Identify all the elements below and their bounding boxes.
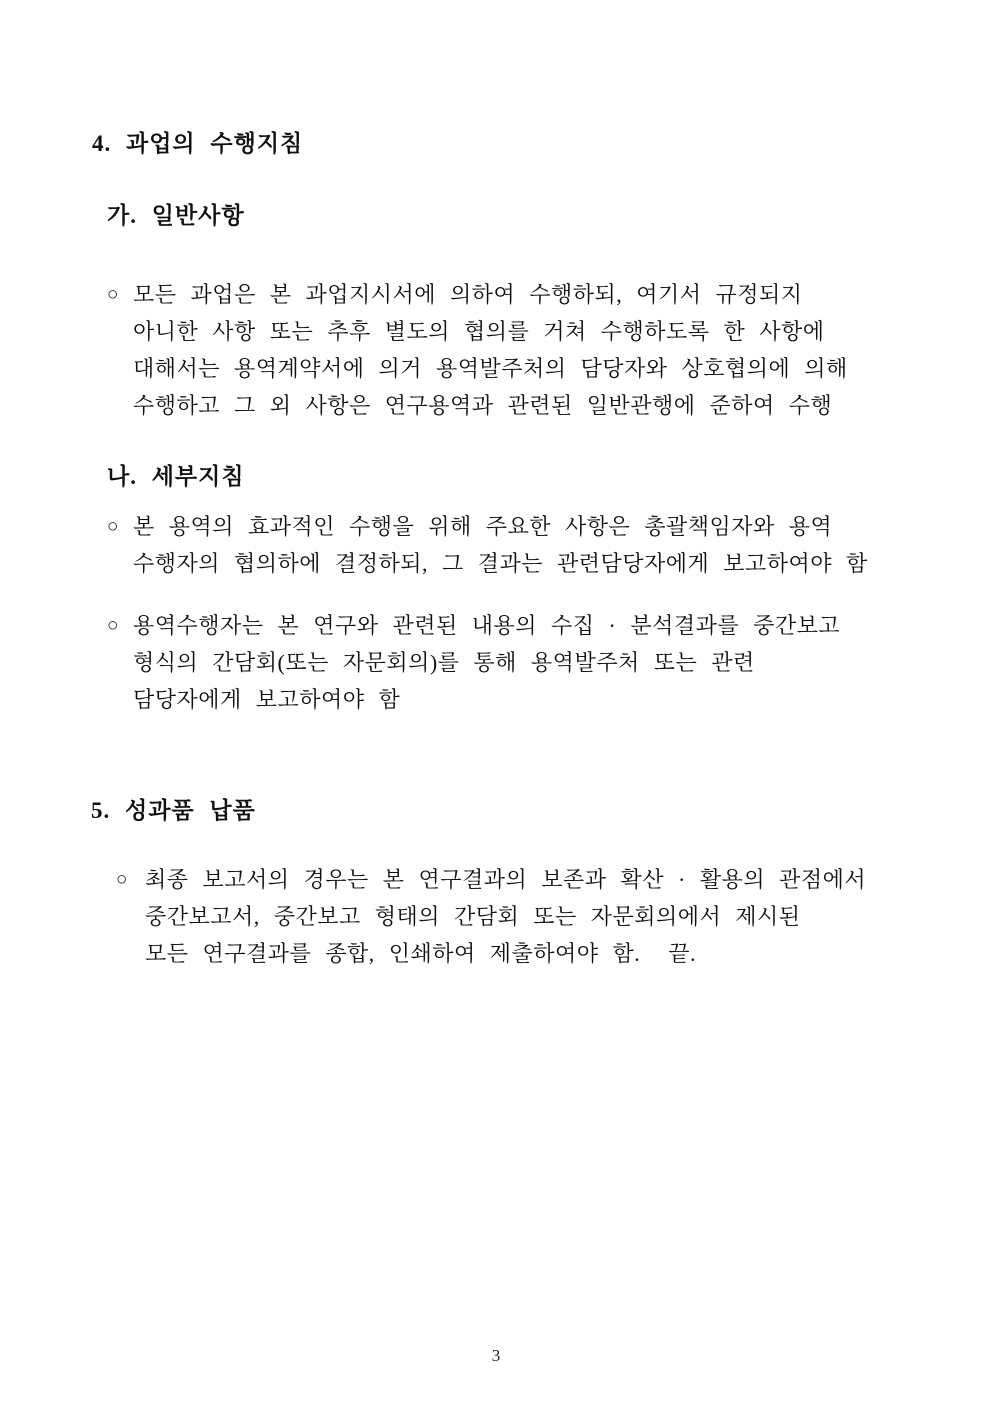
page-number: 3 xyxy=(491,1346,501,1365)
section-4-heading: 4. 과업의 수행지침 xyxy=(92,131,304,156)
bullet-line: 모든 연구결과를 종합, 인쇄하여 제출하여야 함. 끝. xyxy=(145,941,697,966)
bullet-line: 중간보고서, 중간보고 형태의 간담회 또는 자문회의에서 제시된 xyxy=(145,904,801,929)
bullet-marker: ○ xyxy=(107,615,119,636)
bullet-text xyxy=(133,508,868,582)
bullet-line: 담당자에게 보고하여야 함 xyxy=(133,687,401,712)
bullet-item-delivery-1 xyxy=(116,861,866,972)
bullet-text xyxy=(133,276,848,424)
subsection-ga-heading: 가. 일반사항 xyxy=(107,203,245,228)
bullet-line: 형식의 간담회(또는 자문회의)를 통해 용역발주처 또는 관련 xyxy=(133,650,755,675)
bullet-item-detail-2 xyxy=(107,607,840,718)
bullet-text xyxy=(145,861,866,972)
bullet-item-detail-1 xyxy=(107,508,868,582)
bullet-line: 수행하고 그 외 사항은 연구용역과 관련된 일반관행에 준하여 수행 xyxy=(133,393,833,418)
bullet-line: 대해서는 용역계약서에 의거 용역발주처의 담당자와 상호협의에 의해 xyxy=(133,356,848,381)
bullet-line: 용역수행자는 본 연구와 관련된 내용의 수집 · 분석결과를 중간보고 xyxy=(133,613,841,638)
subsection-na-heading: 나. 세부지침 xyxy=(107,464,245,489)
bullet-line: 본 용역의 효과적인 수행을 위해 주요한 사항은 총괄책임자와 용역 xyxy=(133,514,833,539)
bullet-line: 아니한 사항 또는 추후 별도의 협의를 거쳐 수행하도록 한 사항에 xyxy=(133,319,825,344)
bullet-line: 모든 과업은 본 과업지시서에 의하여 수행하되, 여기서 규정되지 xyxy=(133,282,803,307)
bullet-marker: ○ xyxy=(107,516,119,537)
bullet-line: 최종 보고서의 경우는 본 연구결과의 보존과 확산 · 활용의 관점에서 xyxy=(145,867,867,892)
bullet-marker: ○ xyxy=(107,284,119,305)
section-5-heading: 5. 성과품 납품 xyxy=(91,798,256,823)
bullet-item-general-1 xyxy=(107,276,848,424)
bullet-marker: ○ xyxy=(116,869,128,890)
bullet-text xyxy=(133,607,840,718)
bullet-line: 수행자의 협의하에 결정하되, 그 결과는 관련담당자에게 보고하여야 함 xyxy=(133,551,868,576)
